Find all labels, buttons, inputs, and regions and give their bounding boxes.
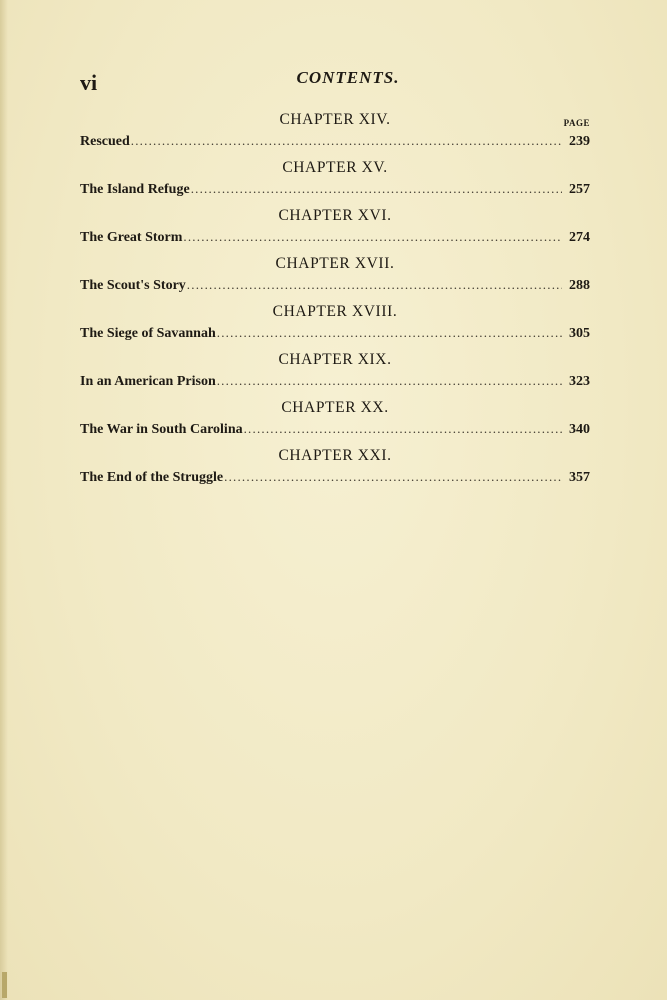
entry-title: Rescued [80, 134, 130, 149]
toc-entry[interactable] [80, 276, 590, 295]
toc-chapter-xxi [80, 446, 590, 494]
toc-entry[interactable] [80, 324, 590, 343]
binding-mark [2, 972, 7, 998]
entry-page-number: 239 [569, 134, 590, 149]
entry-page-number: 357 [569, 470, 590, 485]
entry-page-number: 274 [569, 230, 590, 245]
toc-chapter-xvi [80, 206, 590, 254]
toc-entry[interactable] [80, 228, 590, 247]
chapter-heading: CHAPTER XX. [281, 399, 389, 416]
dot-leader [131, 132, 562, 150]
toc-chapter-xviii [80, 302, 590, 350]
entry-title: The War in South Carolina [80, 422, 243, 437]
chapter-heading: CHAPTER XVII. [275, 255, 395, 272]
entry-title: The Scout's Story [80, 278, 186, 293]
running-title: CONTENTS. [296, 68, 400, 87]
page-number: vi [80, 70, 98, 95]
entry-page-number: 323 [569, 374, 590, 389]
entry-title: The Island Refuge [80, 182, 190, 197]
chapter-heading: CHAPTER XIV. [279, 111, 391, 128]
entry-title: The Siege of Savannah [80, 326, 216, 341]
entry-page-number: 257 [569, 182, 590, 197]
dot-leader [244, 420, 562, 438]
dot-leader [224, 468, 562, 486]
chapter-heading: CHAPTER XXI. [278, 447, 392, 464]
toc-chapter-xvii [80, 254, 590, 302]
toc-entry[interactable] [80, 468, 590, 487]
dot-leader [187, 276, 562, 294]
entry-page-number: 305 [569, 326, 590, 341]
toc-entry[interactable] [80, 132, 590, 151]
entry-title: The End of the Struggle [80, 470, 224, 485]
dot-leader [183, 228, 562, 246]
entry-title: In an American Prison [80, 374, 216, 389]
toc-chapter-xiv [80, 110, 590, 158]
chapter-heading: CHAPTER XVI. [278, 207, 392, 224]
dot-leader [217, 372, 562, 390]
toc-entry[interactable] [80, 180, 590, 199]
dot-leader [217, 324, 562, 342]
toc-entry[interactable] [80, 372, 590, 391]
toc-chapter-xix [80, 350, 590, 398]
chapter-heading: CHAPTER XV. [282, 159, 388, 176]
page-left-edge [0, 0, 8, 1000]
chapter-heading: CHAPTER XVIII. [272, 303, 398, 320]
toc-chapter-xv [80, 158, 590, 206]
table-of-contents [80, 110, 590, 494]
entry-page-number: 288 [569, 278, 590, 293]
dot-leader [191, 180, 562, 198]
entry-title: The Great Storm [80, 230, 183, 245]
page-column-label: PAGE [563, 118, 590, 128]
chapter-heading: CHAPTER XIX. [278, 351, 392, 368]
running-head [80, 66, 600, 94]
entry-page-number: 340 [569, 422, 590, 437]
toc-chapter-xx [80, 398, 590, 446]
toc-entry[interactable] [80, 420, 590, 439]
